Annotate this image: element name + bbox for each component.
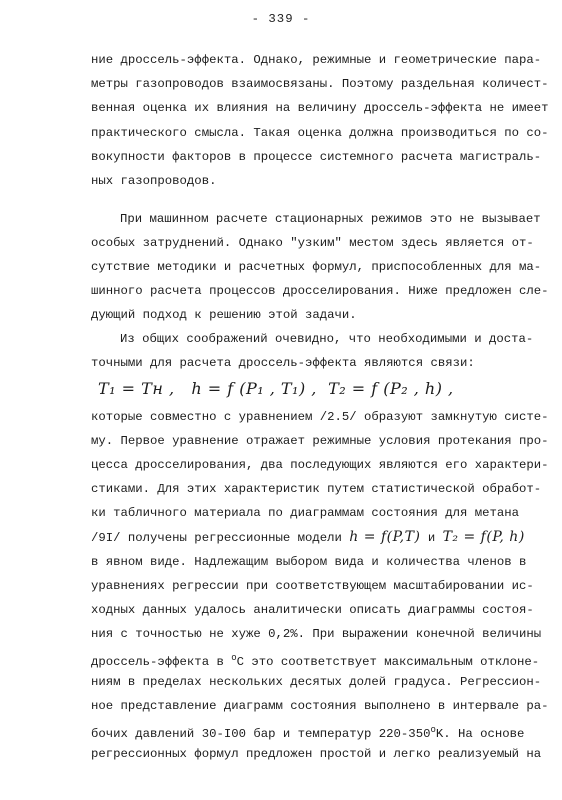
- page-number: - 339 -: [251, 12, 311, 26]
- text-fragment: бочих давлений 30-I00 бар и температур 220-350: [91, 727, 431, 742]
- text-line: му. Первое уравнение отражает режимные условия протекания про-: [91, 434, 549, 448]
- text-fragment: и: [427, 531, 436, 545]
- text-line: цесса дросселирования, два последующих являются его характери-: [91, 458, 549, 472]
- handwritten-formula: [98, 377, 454, 401]
- text-fragment: /9I/ получены регрессионные модели: [91, 531, 342, 545]
- formula-eq1: T₁ = Tн ,: [98, 379, 175, 398]
- text-line: точными для расчета дроссель-эффекта являются связи:: [91, 356, 475, 370]
- text-line-with-degree: [91, 649, 540, 670]
- text-line: уравнениях регрессии при соответствующем масштабировании ис-: [91, 579, 534, 593]
- text-line-with-degree: [91, 721, 525, 742]
- text-line: ния с точностью не хуже 0,2%. При выражении конечной величины: [91, 627, 542, 641]
- text-line: При машинном расчете стационарных режимов это не вызывает: [120, 212, 541, 226]
- text-line: ки табличного материала по диаграммам состояния для метана: [91, 506, 520, 520]
- text-line: особых затруднений. Однако "узким" местом здесь является от-: [91, 236, 534, 250]
- text-line: регрессионных формул предложен простой и легко реализуемый на: [91, 747, 542, 761]
- text-line: ных газопроводов.: [91, 174, 217, 188]
- text-line: ходных данных удалось аналитически описать диаграммы состоя-: [91, 603, 534, 617]
- text-line: практического смысла. Такая оценка должна производиться по со-: [91, 126, 549, 140]
- degree-mark: o: [430, 725, 436, 735]
- text-line: дующий подход к решению этой задачи.: [91, 308, 357, 322]
- text-line: стиками. Для этих характеристик путем статистической обработ-: [91, 482, 542, 496]
- text-line: сутствие методики и расчетных формул, приспособленных для ма-: [91, 260, 542, 274]
- text-line: которые совместно с уравнением /2.5/ образуют замкнутую систе-: [91, 410, 549, 424]
- text-line: ние дроссель-эффекта. Однако, режимные и геометрические пара-: [91, 53, 542, 67]
- text-line: Из общих соображений очевидно, что необходимыми и доста-: [120, 332, 534, 346]
- text-line: ное представление диаграмм состояния выполнено в интервале ра-: [91, 699, 549, 713]
- text-line: венная оценка их влияния на величину дроссель-эффекта не имеет: [91, 101, 549, 115]
- text-fragment: дроссель-эффекта в: [91, 655, 224, 670]
- text-line-with-formula: [91, 528, 525, 546]
- text-line: метры газопроводов взаимосвязаны. Поэтому раздельная количест-: [91, 77, 549, 91]
- text-line: в явном виде. Надлежащим выбором вида и количества членов в: [91, 555, 527, 569]
- text-line: ниям в пределах нескольких десятых долей градуса. Регрессион-: [91, 675, 542, 689]
- formula-model1: h = f(P,T): [349, 529, 421, 545]
- text-line: вокупности факторов в процессе системного расчета магистраль-: [91, 150, 542, 164]
- formula-eq2: h = f (P₁ , T₁) ,: [191, 379, 317, 398]
- formula-eq3: T₂ = f (P₂ , h) ,: [328, 379, 454, 398]
- formula-model2: T₂ = f(P, h): [442, 529, 525, 545]
- text-fragment: C это соответствует максимальным отклоне-: [236, 655, 540, 670]
- text-line: шинного расчета процессов дросселирования. Ниже предложен сле-: [91, 284, 549, 298]
- degree-mark: o: [231, 653, 237, 663]
- text-fragment: K. На основе: [435, 727, 525, 742]
